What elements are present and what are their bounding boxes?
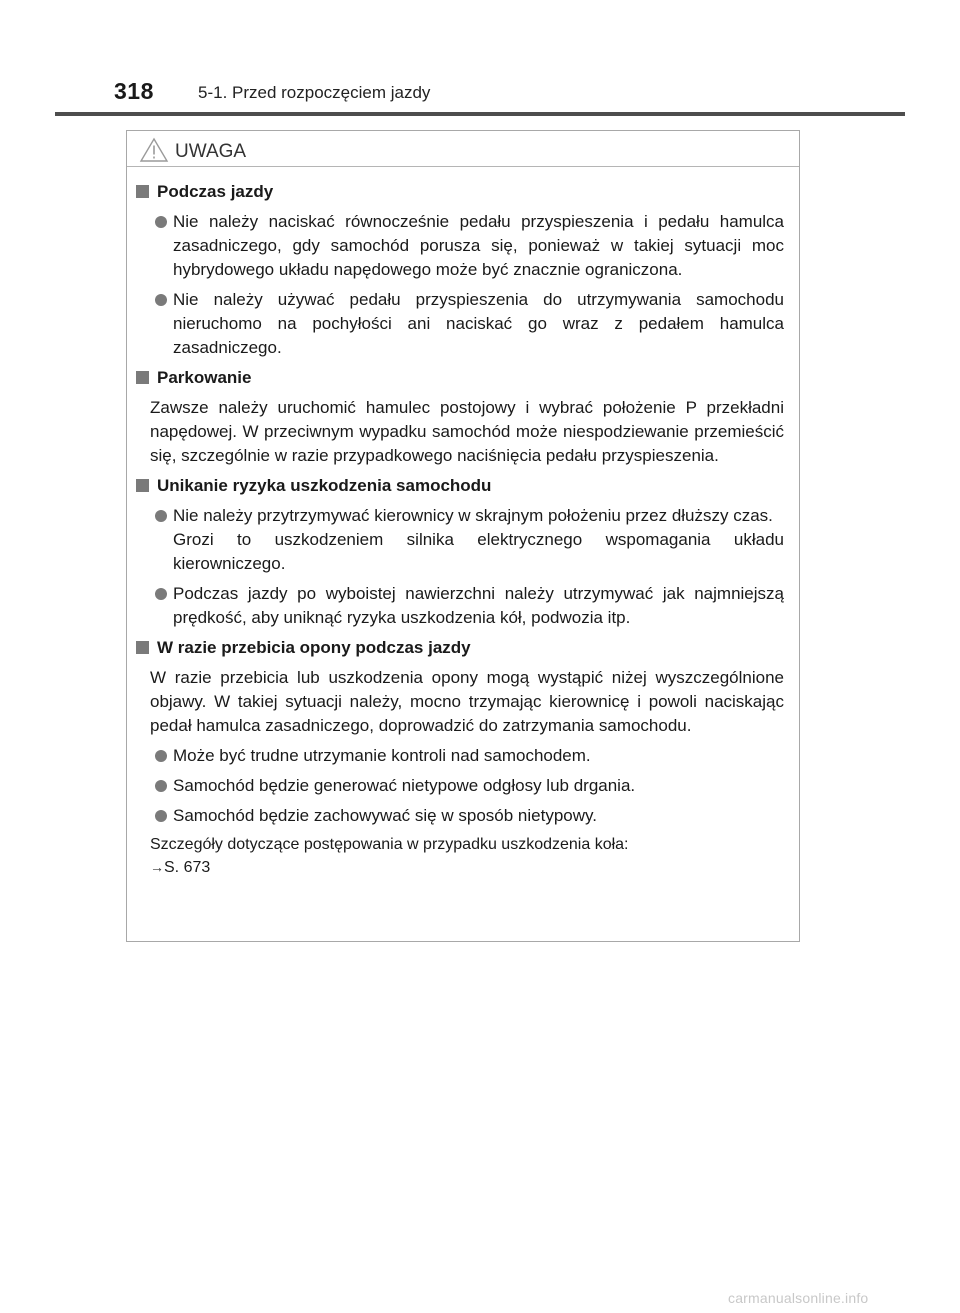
page-header (0, 0, 960, 120)
list-item: Nie należy używać pedału przyspieszenia do utrzymywania samochodu nieruchomo na pochyłości ani naciskać go wraz z pedałem hamulca zasadniczego. (136, 288, 784, 360)
watermark: carmanualsonline.info (728, 1290, 869, 1306)
list-item: Podczas jazdy po wyboistej nawierzchni należy utrzymywać jak najmniejszą prędkość, aby uniknąć ryzyka uszkodzenia kół, podwozia itp. (136, 582, 784, 630)
paragraph-parking: Zawsze należy uruchomić hamulec postojowy i wybrać położenie P przekładni napędowej. W przeciwnym wypadku samochód może niespodziewanie przemieścić się, szczególnie w razie przypadkowego naciśnięcia pedału przyspieszenia. (150, 398, 784, 465)
heading-parking: Parkowanie (136, 366, 784, 390)
list-item: Nie należy naciskać równocześnie pedału przyspieszenia i pedału hamulca zasadniczego, gdy samochód porusza się, ponieważ w takiej sytuacji moc hybrydowego układu napędowego może być znacznie ograniczona. (136, 210, 784, 282)
circle-bullet-icon (155, 588, 167, 600)
circle-bullet-icon (155, 780, 167, 792)
circle-bullet-icon (155, 810, 167, 822)
list-item: Samochód będzie zachowywać się w sposób nietypowy. (136, 804, 784, 828)
heading-damage-risk: Unikanie ryzyka uszkodzenia samochodu (136, 474, 784, 498)
heading-driving: Podczas jazdy (136, 180, 784, 204)
reference-note: Szczegóły dotyczące postępowania w przypadku uszkodzenia koła: →S. 673 (150, 836, 629, 876)
page-number: 318 (114, 78, 154, 104)
list-item: Nie należy przytrzymywać kierownicy w skrajnym położeniu przez dłuższy czas. Grozi to uszkodzeniem silnika elektrycznego wspomagania układu kierowniczego. (136, 504, 784, 576)
warning-header (127, 131, 799, 167)
warning-triangle-icon (139, 137, 169, 163)
header-divider (55, 112, 905, 116)
circle-bullet-icon (155, 294, 167, 306)
circle-bullet-icon (155, 510, 167, 522)
square-bullet-icon (136, 641, 149, 654)
arrow-right-icon: → (150, 859, 164, 875)
circle-bullet-icon (155, 750, 167, 762)
warning-content (136, 180, 784, 879)
circle-bullet-icon (155, 216, 167, 228)
section-title: 5-1. Przed rozpoczęciem jazdy (198, 83, 431, 102)
list-item: Może być trudne utrzymanie kontroli nad samochodem. (136, 744, 784, 768)
paragraph-flat-tire: W razie przebicia lub uszkodzenia opony mogą wystąpić niżej wyszczególnione objawy. W takiej sytuacji należy, mocno trzymając kierownicę i powoli naciskając pedał hamulca zasadniczego, doprowadzić do zatrzymania samochodu. (150, 668, 784, 735)
square-bullet-icon (136, 371, 149, 384)
list-item: Samochód będzie generować nietypowe odgłosy lub drgania. (136, 774, 784, 798)
square-bullet-icon (136, 185, 149, 198)
heading-flat-tire: W razie przebicia opony podczas jazdy (136, 636, 784, 660)
square-bullet-icon (136, 479, 149, 492)
warning-title: UWAGA (175, 141, 247, 162)
warning-box (126, 130, 800, 942)
page-reference-link[interactable]: S. 673 (164, 859, 211, 876)
